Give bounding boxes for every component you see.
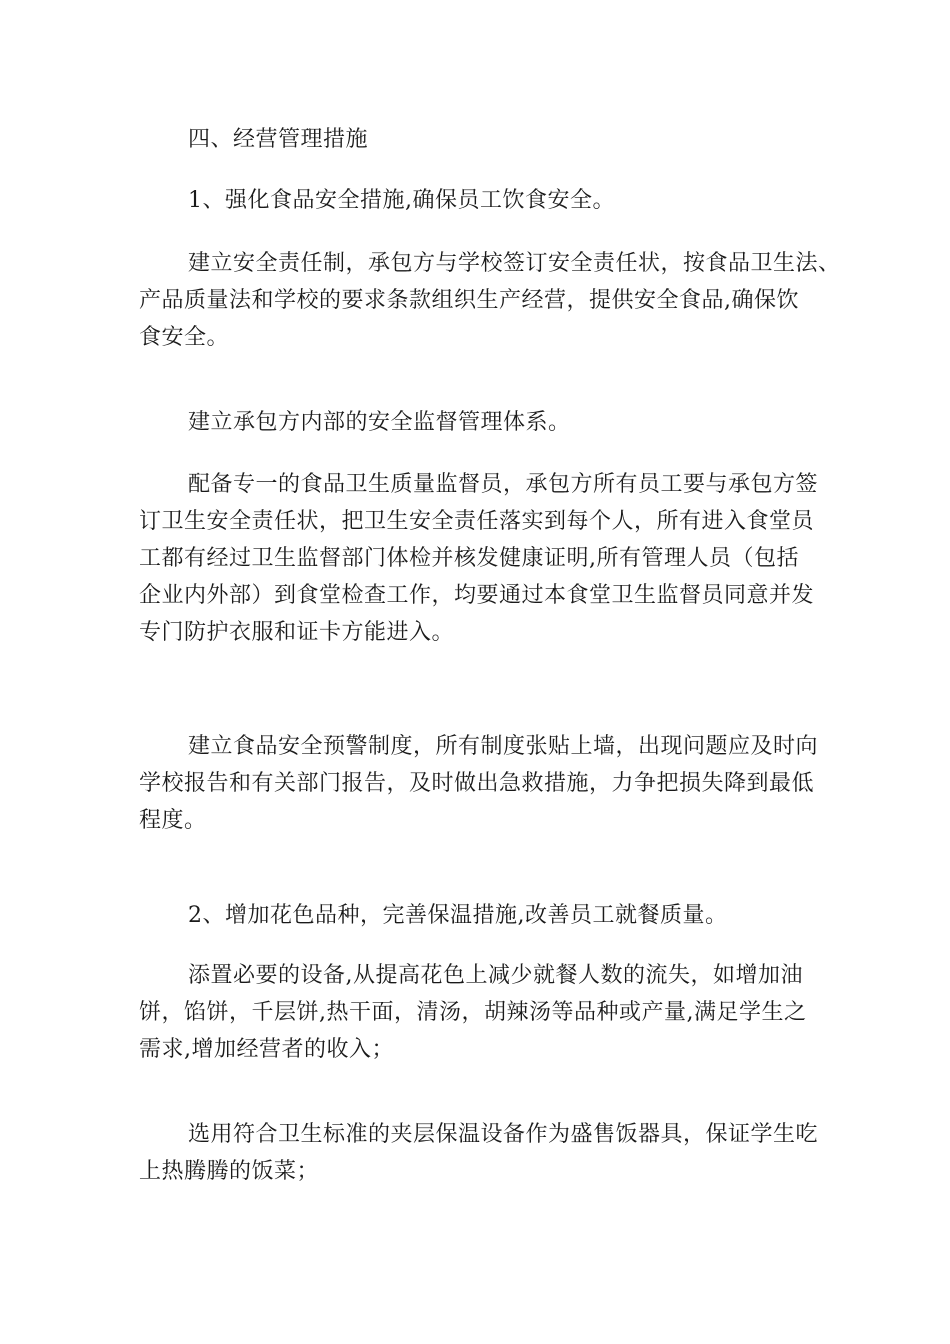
paragraph-line: 订卫生安全责任状，把卫生安全责任落实到每个人，所有进入食堂员 (139, 509, 815, 534)
paragraph-line: 专门防护衣服和证卡方能进入。 (139, 620, 455, 645)
paragraph-line: 需求,增加经营者的收入； (139, 1037, 394, 1062)
paragraph-internal-supervision (139, 404, 839, 441)
paragraph-line: 建立食品安全预警制度，所有制度张贴上墙，出现问题应及时向 (188, 734, 819, 759)
paragraph-line: 选用符合卫生标准的夹层保温设备作为盛售饭器具，保证学生吃 (188, 1122, 819, 1147)
subheading-food-safety: 1、强化食品安全措施,确保员工饮食安全。 (188, 188, 615, 213)
paragraph-line: 工都有经过卫生监督部门体检并核发健康证明,所有管理人员（包括 (139, 546, 799, 571)
paragraph-equipment (139, 957, 839, 1068)
paragraph-line: 学校报告和有关部门报告，及时做出急救措施，力争把损失降到最低 (139, 771, 815, 796)
subheading-variety: 2、增加花色品种，完善保温措施,改善员工就餐质量。 (188, 903, 728, 928)
paragraph-insulation (139, 1116, 839, 1190)
paragraph-line: 上热腾腾的饭菜； (139, 1159, 320, 1184)
paragraph-early-warning (139, 728, 839, 839)
paragraph-line: 配备专一的食品卫生质量监督员，承包方所有员工要与承包方签 (188, 472, 819, 497)
paragraph-responsibility-system (139, 245, 839, 356)
paragraph-line: 建立承包方内部的安全监督管理体系。 (188, 410, 571, 435)
paragraph-line: 饼，馅饼，千层饼,热干面，清汤，胡辣汤等品种或产量,满足学生之 (139, 1000, 807, 1025)
paragraph-hygiene-supervisor (139, 466, 839, 651)
section-heading: 四、经营管理措施 (188, 127, 369, 152)
paragraph-line: 产品质量法和学校的要求条款组织生产经营，提供安全食品,确保饮 (139, 288, 799, 313)
paragraph-line: 食安全。 (139, 325, 230, 350)
paragraph-line: 建立安全责任制，承包方与学校签订安全责任状，按食品卫生法、 (188, 251, 841, 276)
paragraph-line: 添置必要的设备,从提高花色上减少就餐人数的流失，如增加油 (188, 963, 803, 988)
paragraph-line: 企业内外部）到食堂检查工作，均要通过本食堂卫生监督员同意并发 (139, 583, 815, 608)
paragraph-line: 程度。 (139, 808, 207, 833)
